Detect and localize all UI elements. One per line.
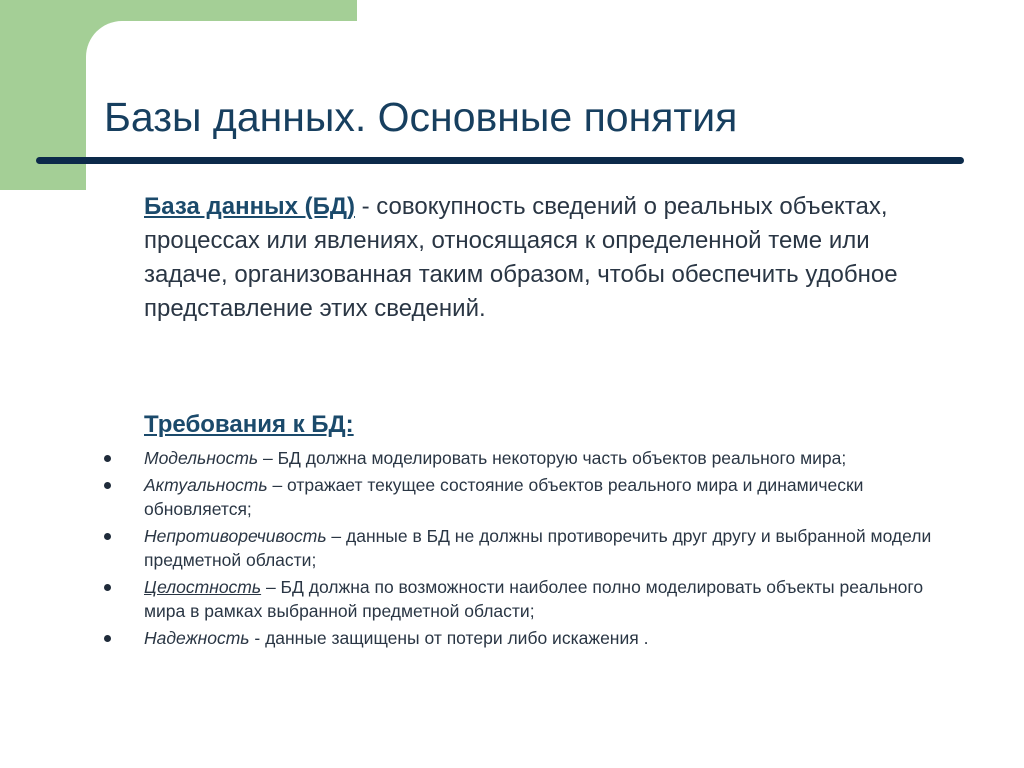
bullet-icon — [104, 533, 111, 540]
requirement-text: – БД должна моделировать некоторую часть объектов реального мира; — [258, 448, 847, 468]
requirement-name: Модельность — [144, 448, 259, 468]
requirement-name: Надежность — [144, 628, 250, 648]
definition-term: База данных (БД) — [144, 193, 355, 220]
requirement-name: Целостность — [144, 577, 262, 597]
bullet-icon — [104, 635, 111, 642]
requirement-item-aktualnost — [0, 473, 980, 521]
requirement-text: – данные в БД не должны противоречить друг другу и выбранной модели предметной области; — [144, 526, 932, 570]
requirement-name: Непротиворечивость — [144, 526, 327, 546]
definition-text: - совокупность сведений о реальных объектах, процессах или явлениях, относящаяся к определенной теме или задаче, организованная таким образом, чтобы обеспечить удобное представление этих сведений. — [144, 193, 898, 322]
requirement-item-neprotivorechivost — [0, 524, 980, 572]
bullet-icon — [104, 455, 111, 462]
requirements-heading: Требования к БД: — [144, 411, 354, 438]
requirement-item-modelnost — [0, 446, 980, 470]
requirement-name: Актуальность — [144, 475, 268, 495]
requirements-list — [0, 446, 980, 653]
requirement-text: – отражает текущее состояние объектов реального мира и динамически обновляется; — [144, 475, 864, 519]
slide-title: Базы данных. Основные понятия — [104, 94, 738, 140]
requirement-text: - данные защищены от потери либо искажения . — [249, 628, 649, 648]
title-divider — [36, 157, 964, 164]
bullet-icon — [104, 584, 111, 591]
requirement-item-tselostnost — [0, 575, 980, 623]
requirement-text: – БД должна по возможности наиболее полно моделировать объекты реального мира в рамках выбранной предметной области; — [144, 577, 924, 621]
bullet-icon — [104, 482, 111, 489]
definition-paragraph — [144, 190, 924, 326]
requirement-item-nadezhnost — [0, 626, 980, 650]
